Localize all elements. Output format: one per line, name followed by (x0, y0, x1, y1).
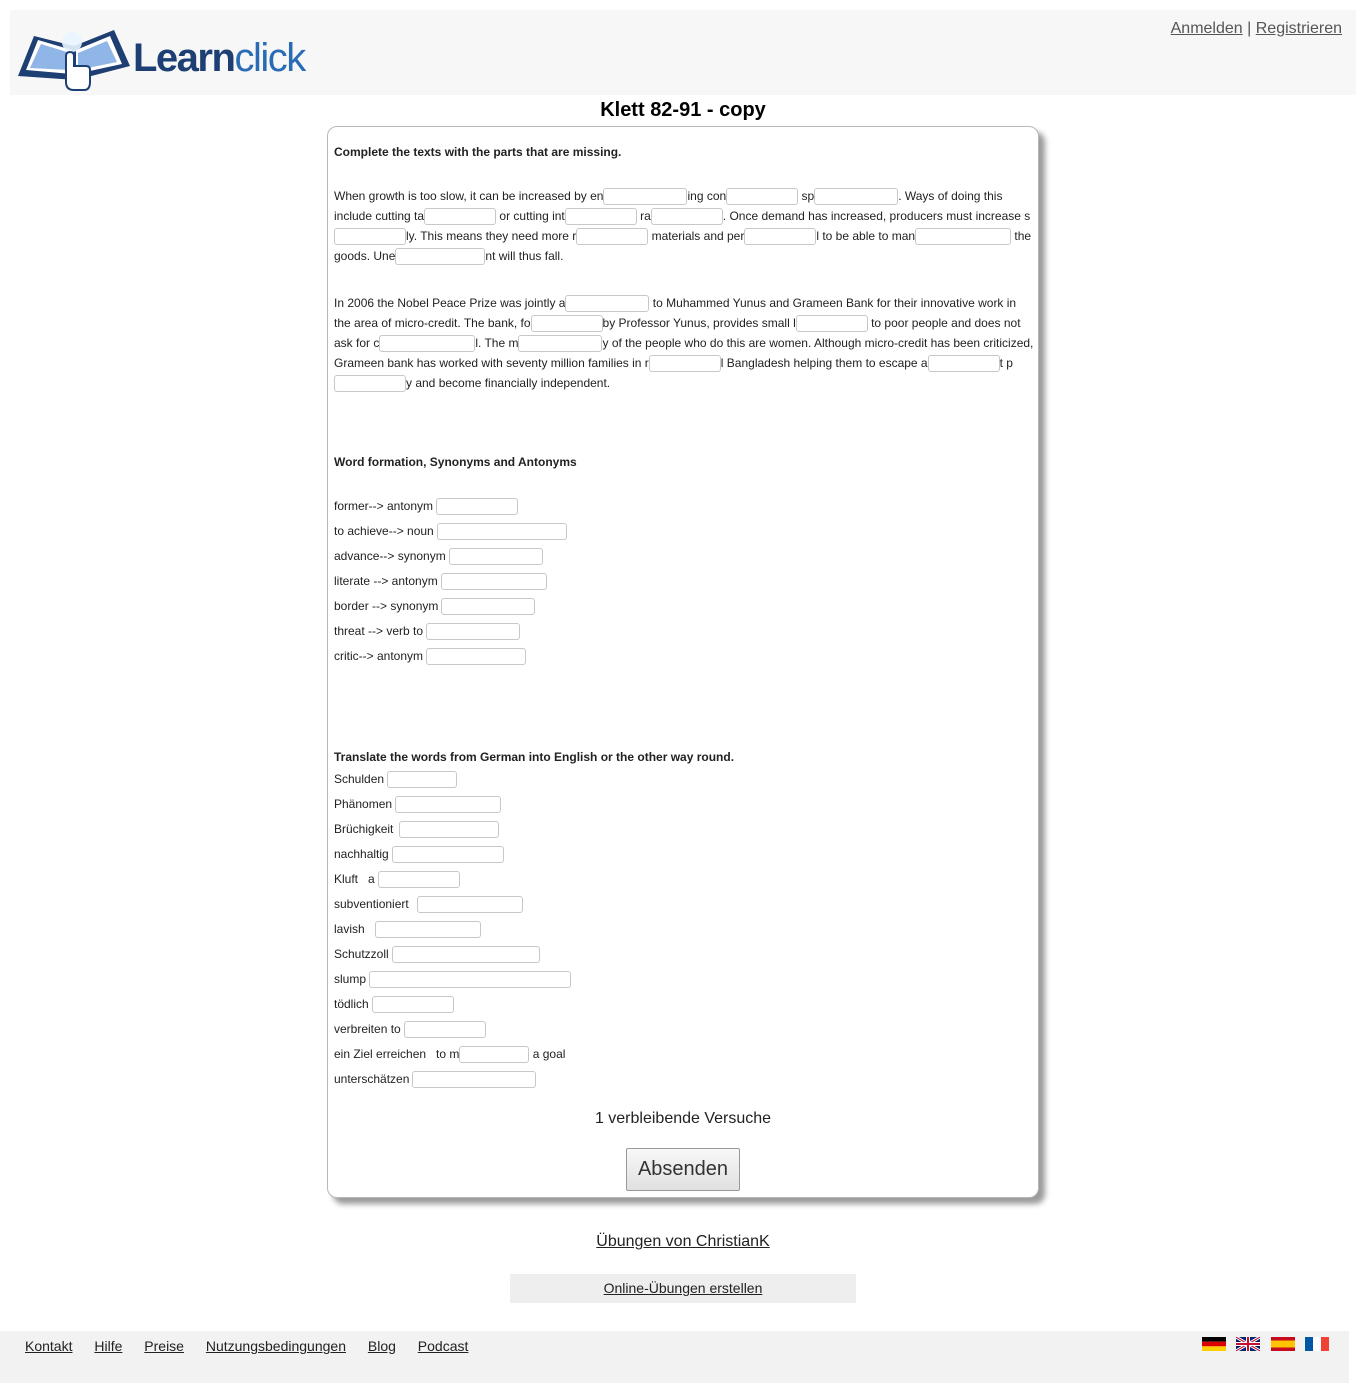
submit-button[interactable]: Absenden (626, 1148, 740, 1191)
prompt-label: threat --> verb to (334, 624, 424, 638)
translation-row (334, 1069, 536, 1089)
gap-input[interactable] (651, 208, 723, 225)
answer-input[interactable] (441, 598, 535, 615)
gap-input[interactable] (565, 208, 637, 225)
answer-input[interactable] (378, 871, 460, 888)
gap-input[interactable] (928, 355, 1000, 372)
book-cursor-icon (16, 20, 132, 92)
prompt-label: border --> synonym (334, 599, 439, 613)
gap-input[interactable] (603, 188, 687, 205)
word-formation-row (334, 546, 543, 566)
answer-input[interactable] (369, 971, 571, 988)
text-segment: y of the people who do this are women. Although micro-credit has been criticized, Grameen bank has worked with seventy million families in r (334, 336, 1034, 370)
gap-input[interactable] (649, 355, 721, 372)
text-segment: ra (636, 209, 651, 223)
prompt-label: advance--> synonym (334, 549, 446, 563)
answer-input[interactable] (441, 573, 547, 590)
text-segment: or cutting int (496, 209, 565, 223)
answer-input[interactable] (412, 1071, 536, 1088)
prompt-label: Schulden (334, 772, 385, 786)
answer-input[interactable] (449, 548, 543, 565)
answer-input[interactable] (437, 523, 567, 540)
prompt-label: Kluft a (334, 872, 375, 886)
prompt-label: to achieve--> noun (334, 524, 434, 538)
prompt-label: Phänomen (334, 797, 393, 811)
translation-row (334, 794, 501, 814)
text-segment: l to be able to man (816, 229, 916, 243)
footer-link-kontakt[interactable]: Kontakt (25, 1338, 73, 1354)
french-flag-icon[interactable] (1305, 1337, 1329, 1351)
answer-input[interactable] (375, 921, 481, 938)
auth-links (1171, 20, 1342, 38)
prompt-label: slump (334, 972, 367, 986)
section-heading-word-formation: Word formation, Synonyms and Antonyms (334, 455, 577, 469)
section-heading-translate: Translate the words from German into English or the other way round. (334, 750, 735, 764)
footer-link-preise[interactable]: Preise (144, 1338, 184, 1354)
text-segment: sp (798, 189, 815, 203)
text-segment: . Ways of doing this include cutting ta (334, 189, 1003, 223)
gap-input[interactable] (379, 335, 475, 352)
gap-input[interactable] (796, 315, 868, 332)
gap-input[interactable] (334, 228, 406, 245)
gap-input[interactable] (565, 295, 649, 312)
text-segment: by Professor Yunus, provides small l (602, 316, 796, 330)
answer-input[interactable] (404, 1021, 486, 1038)
text-segment: l. The m (475, 336, 519, 350)
answer-input[interactable] (395, 796, 501, 813)
answer-input[interactable] (426, 648, 526, 665)
translation-row (334, 1044, 565, 1064)
prompt-label: verbreiten to (334, 1022, 401, 1036)
word-formation-row (334, 571, 547, 591)
word-formation-row (334, 621, 520, 641)
gap-input[interactable] (334, 375, 406, 392)
answer-input[interactable] (459, 1046, 529, 1063)
footer-links (25, 1338, 486, 1354)
translation-row (334, 819, 499, 839)
author-exercises-link[interactable]: Übungen von ChristianK (596, 1233, 770, 1250)
translation-row (334, 769, 457, 789)
prompt-label: critic--> antonym (334, 649, 424, 663)
translation-row (334, 944, 540, 964)
text-segment: y and become financially independent. (406, 376, 611, 390)
answer-input[interactable] (436, 498, 518, 515)
learnclick-logo[interactable] (16, 20, 316, 92)
text-segment: l Bangladesh helping them to escape a (720, 356, 928, 370)
prompt-label: former--> antonym (334, 499, 434, 513)
answer-input[interactable] (417, 896, 523, 913)
text-segment: When growth is too slow, it can be increased by en (334, 189, 604, 203)
gap-input[interactable] (576, 228, 648, 245)
prompt-label: lavish (334, 922, 365, 936)
create-exercises-bar (510, 1274, 856, 1303)
answer-input[interactable] (387, 771, 457, 788)
remaining-attempts: 1 verbleibende Versuche (594, 1110, 772, 1127)
text-segment: ing con (687, 189, 727, 203)
section-heading-missing-parts: Complete the texts with the parts that are missing. (334, 145, 622, 159)
gap-input[interactable] (744, 228, 816, 245)
text-segment: In 2006 the Nobel Peace Prize was jointly a (334, 296, 566, 310)
gap-input[interactable] (395, 248, 485, 265)
text-segment: materials and per (648, 229, 745, 243)
text-segment: to Muhammed Yunus and Grameen Bank for their innovative work in the area of micro-credit. The bank, fo (334, 296, 1017, 330)
translation-row (334, 994, 454, 1014)
language-flags (1196, 1337, 1329, 1355)
site-header (10, 10, 1356, 95)
text-segment: t p (999, 356, 1013, 370)
prompt-label: subventioniert (334, 897, 409, 911)
suffix-label: a goal (529, 1047, 566, 1061)
prompt-label: ein Ziel erreichen to m (334, 1047, 460, 1061)
answer-input[interactable] (372, 996, 454, 1013)
prompt-label: Schutzzoll (334, 947, 389, 961)
gap-input[interactable] (518, 335, 602, 352)
prompt-label: tödlich (334, 997, 369, 1011)
gap-input[interactable] (814, 188, 898, 205)
translation-row (334, 1019, 486, 1039)
text-segment: the goods. Une (334, 229, 1032, 263)
footer-link-podcast[interactable]: Podcast (417, 1338, 469, 1354)
login-link[interactable]: Anmelden (1170, 20, 1243, 37)
answer-input[interactable] (399, 821, 499, 838)
answer-input[interactable] (392, 946, 540, 963)
answer-input[interactable] (392, 846, 504, 863)
translation-row (334, 894, 523, 914)
text-segment: to poor people and does not ask for c (334, 316, 1021, 350)
prompt-label: nachhaltig (334, 847, 389, 861)
prompt-label: literate --> antonym (334, 574, 438, 588)
spanish-flag-icon[interactable] (1271, 1337, 1295, 1351)
translation-row (334, 844, 504, 864)
author-exercises (0, 1233, 1366, 1251)
footer-link-nutzungsbedingungen[interactable]: Nutzungsbedingungen (205, 1338, 346, 1354)
word-formation-row (334, 496, 518, 516)
gap-input[interactable] (915, 228, 1011, 245)
logo-wordmark: Learnclick (133, 36, 305, 80)
gap-input[interactable] (726, 188, 798, 205)
footer-link-blog[interactable]: Blog (367, 1338, 396, 1354)
auth-separator: | (1247, 20, 1252, 37)
page-title: Klett 82-91 - copy (600, 99, 766, 121)
translation-row (334, 869, 460, 889)
word-formation-row (334, 596, 535, 616)
exercise-card (327, 126, 1039, 1198)
word-formation-row (334, 646, 526, 666)
uk-flag-icon[interactable] (1236, 1337, 1260, 1351)
footer-link-hilfe[interactable]: Hilfe (94, 1338, 123, 1354)
site-footer (0, 1331, 1349, 1383)
word-formation-row (334, 521, 567, 541)
prompt-label: Brüchigkeit (334, 822, 394, 836)
create-exercises-link[interactable]: Online-Übungen erstellen (603, 1280, 763, 1296)
text-segment: nt will thus fall. (485, 249, 564, 263)
text-segment: . Once demand has increased, producers must increase s (722, 209, 1031, 223)
prompt-label: unterschätzen (334, 1072, 410, 1086)
text-segment: ly. This means they need more r (406, 229, 577, 243)
german-flag-icon[interactable] (1202, 1337, 1226, 1351)
answer-input[interactable] (426, 623, 520, 640)
register-link[interactable]: Registrieren (1255, 20, 1342, 37)
gap-input[interactable] (424, 208, 496, 225)
paragraph-growth (334, 186, 1034, 266)
translation-row (334, 919, 481, 939)
paragraph-microcredit (334, 293, 1034, 393)
gap-input[interactable] (531, 315, 603, 332)
translation-row (334, 969, 571, 989)
